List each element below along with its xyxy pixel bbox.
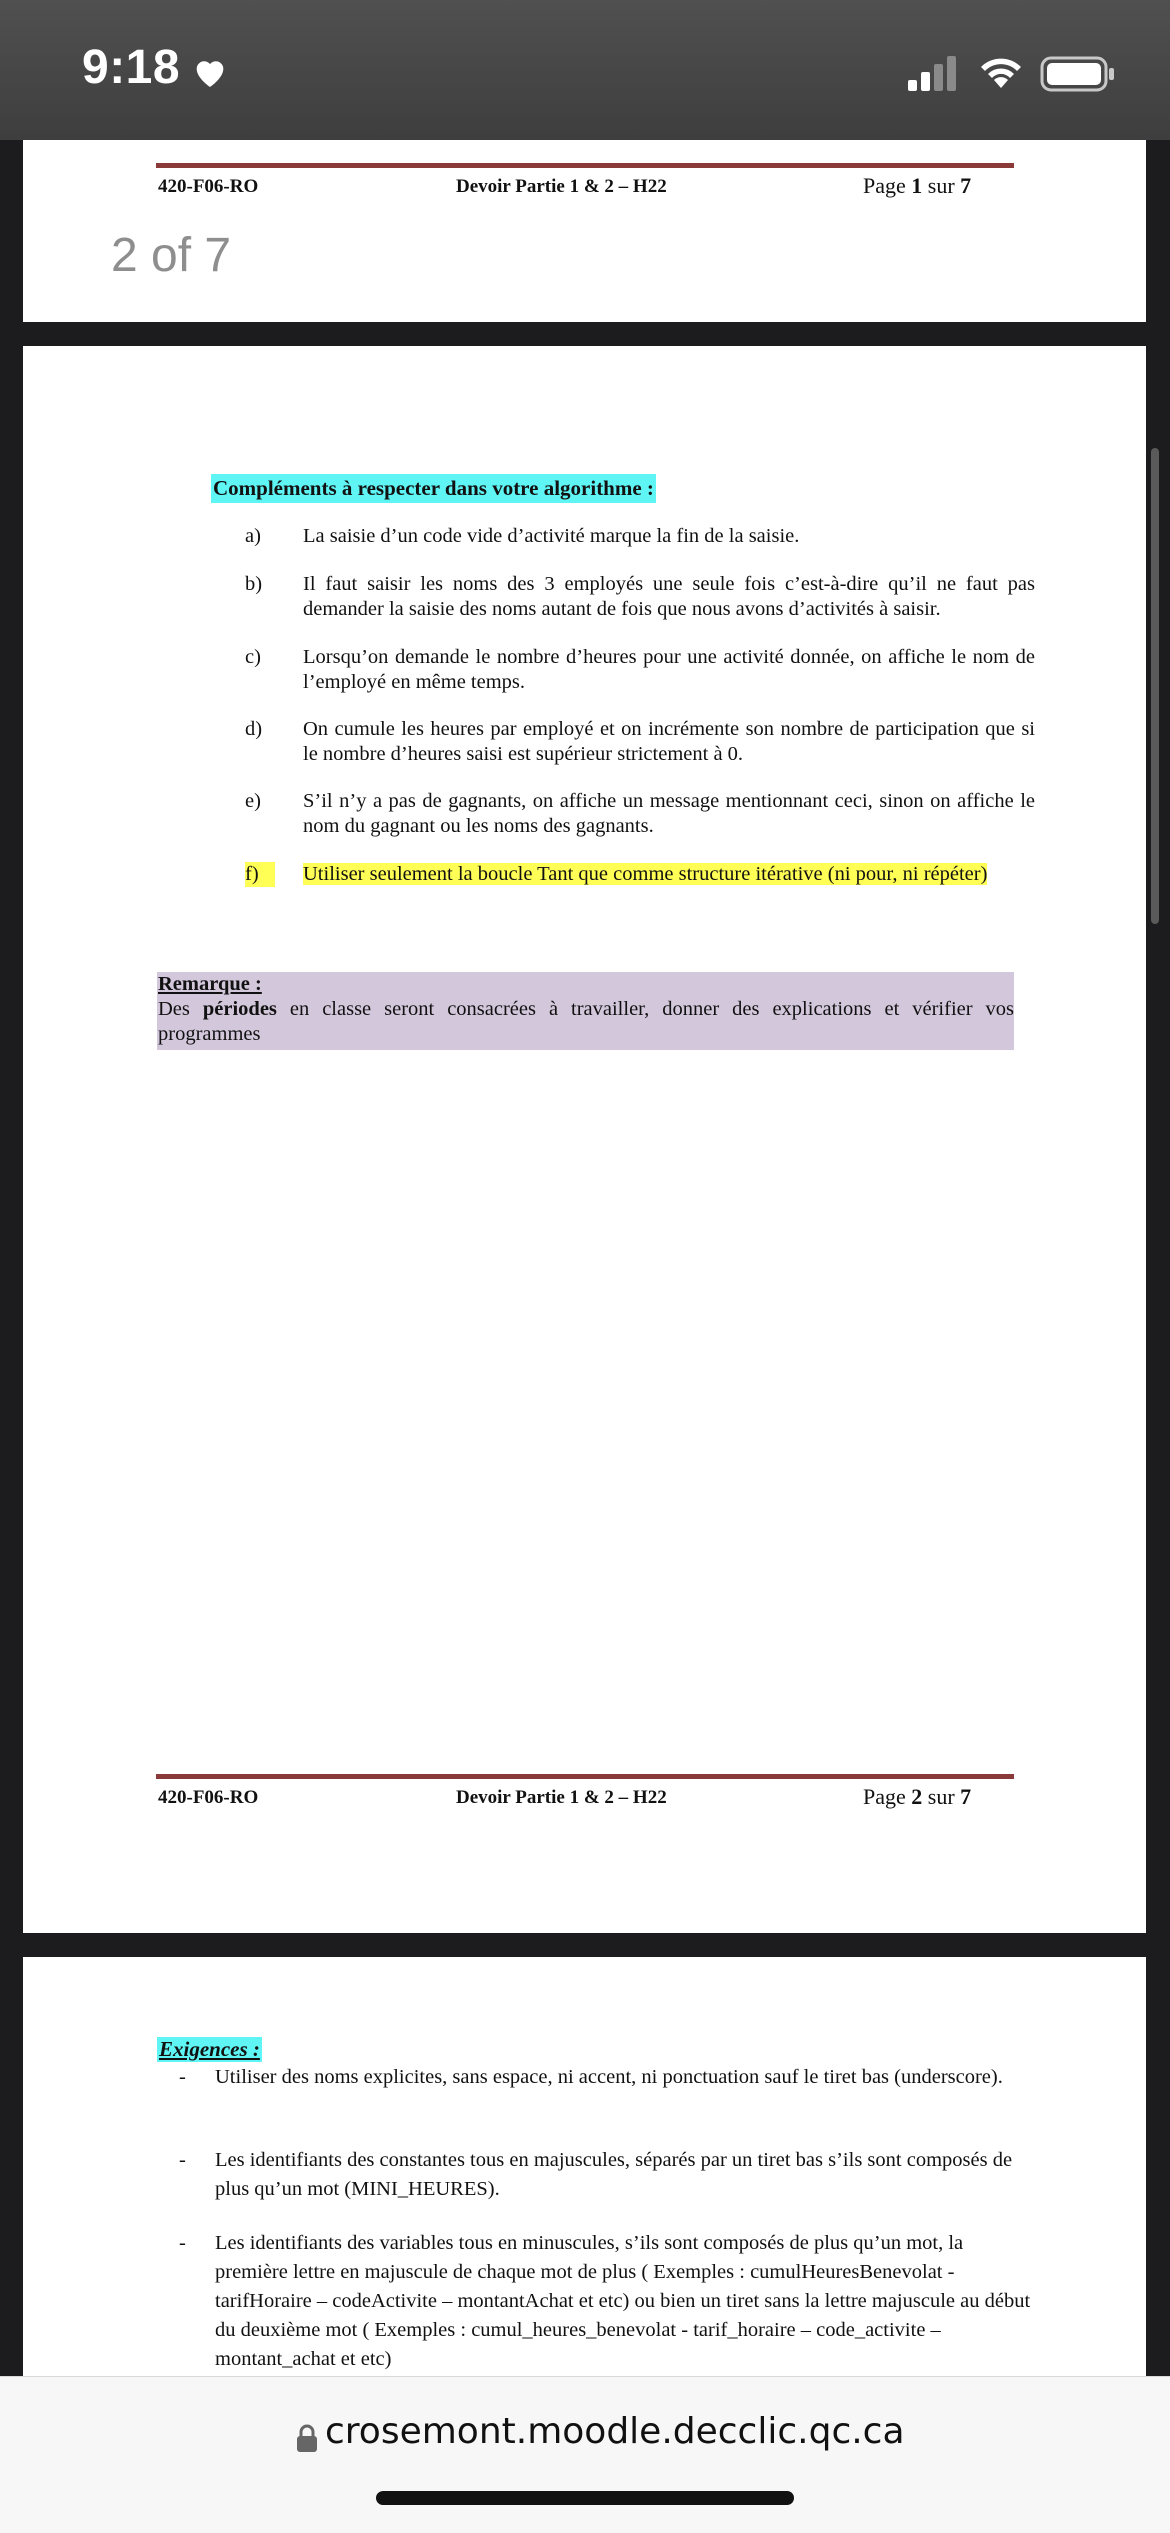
pdf-page-1 <box>23 140 1146 322</box>
remarque-box <box>157 972 1014 1050</box>
exigences-title: Exigences : <box>159 2037 260 2061</box>
footer-course: 420-F06-RO <box>158 1787 259 1808</box>
remarque-title: Remarque : <box>158 973 262 995</box>
browser-url-bar[interactable] <box>0 2376 1170 2533</box>
page-indicator: 2 of 7 <box>111 229 232 282</box>
footer-title: Devoir Partie 1 & 2 – H22 <box>456 1787 667 1808</box>
url-text[interactable]: crosemont.moodle.decclic.qc.ca <box>325 2411 905 2452</box>
footer-rule <box>156 163 1014 168</box>
list-item: - Les identifiants des variables tous en minuscules, s’ils sont composés de plus qu’un mot, la première lettre en majuscule de chaque mot de plus ( Exemples : cumulHeuresBenevolat - tarifHoraire – codeActivite – montantAchat et etc) ou bien un tiret sans la lettre majuscule au début du deuxième mot ( Exemples : cumul_heures_benevolat - tarif_horaire – code_activite – montant_achat et etc) <box>179 2232 1031 2370</box>
list-item: - Utiliser des noms explicites, sans espace, ni accent, ni ponctuation sauf le tiret bas (underscore). <box>179 2066 1003 2088</box>
home-indicator[interactable] <box>376 2491 794 2505</box>
list-item: c) Lorsqu’on demande le nombre d’heures pour une activité donnée, on affiche le nom de l’employé en même temps. <box>245 646 1035 693</box>
signal-icon <box>906 54 958 94</box>
footer-page: Page 1 sur 7 <box>863 173 972 198</box>
list-item: b) Il faut saisir les noms des 3 employés une seule fois c’est-à-dire qu’il ne faut pas demander la saisie des noms autant de fois que nous avons d’activités à saisir. <box>245 573 1035 620</box>
list-item: a) La saisie d’un code vide d’activité marque la fin de la saisie. <box>245 525 800 547</box>
battery-icon <box>1040 54 1116 94</box>
pdf-page-2 <box>23 346 1146 1933</box>
footer-page: Page 2 sur 7 <box>863 1784 972 1809</box>
list-item: e) S’il n’y a pas de gagnants, on affiche un message mentionnant ceci, sinon on affiche le nom du gagnant ou les noms des gagnants. <box>245 790 1035 837</box>
status-bar <box>0 0 1170 140</box>
list-item: - Les identifiants des constantes tous en majuscules, séparés par un tiret bas s’ils sont composés de plus qu’un mot (MINI_HEURES). <box>179 2149 1013 2200</box>
list-item-highlighted: f) Utiliser seulement la boucle Tant que comme structure itérative (ni pour, ni répéter) <box>245 863 988 885</box>
footer-title: Devoir Partie 1 & 2 – H22 <box>456 176 667 197</box>
pdf-page-3 <box>23 1957 1146 2377</box>
complements-title: Compléments à respecter dans votre algorithme : <box>211 474 656 503</box>
remarque-body: Des périodes en classe seront consacrées à travailler, donner des explications et vérifier vos programmes <box>158 998 1015 1045</box>
list-item: d) On cumule les heures par employé et on incrémente son nombre de participation que si le nombre d’heures saisi est supérieur strictement à 0. <box>245 718 1035 765</box>
footer-course: 420-F06-RO <box>158 176 259 197</box>
status-time: 9:18 <box>82 41 181 94</box>
footer-rule <box>156 1774 1014 1779</box>
wifi-icon <box>976 52 1026 92</box>
heart-icon <box>190 52 230 92</box>
lock-icon <box>296 2423 318 2453</box>
scrollbar-thumb[interactable] <box>1151 448 1159 924</box>
